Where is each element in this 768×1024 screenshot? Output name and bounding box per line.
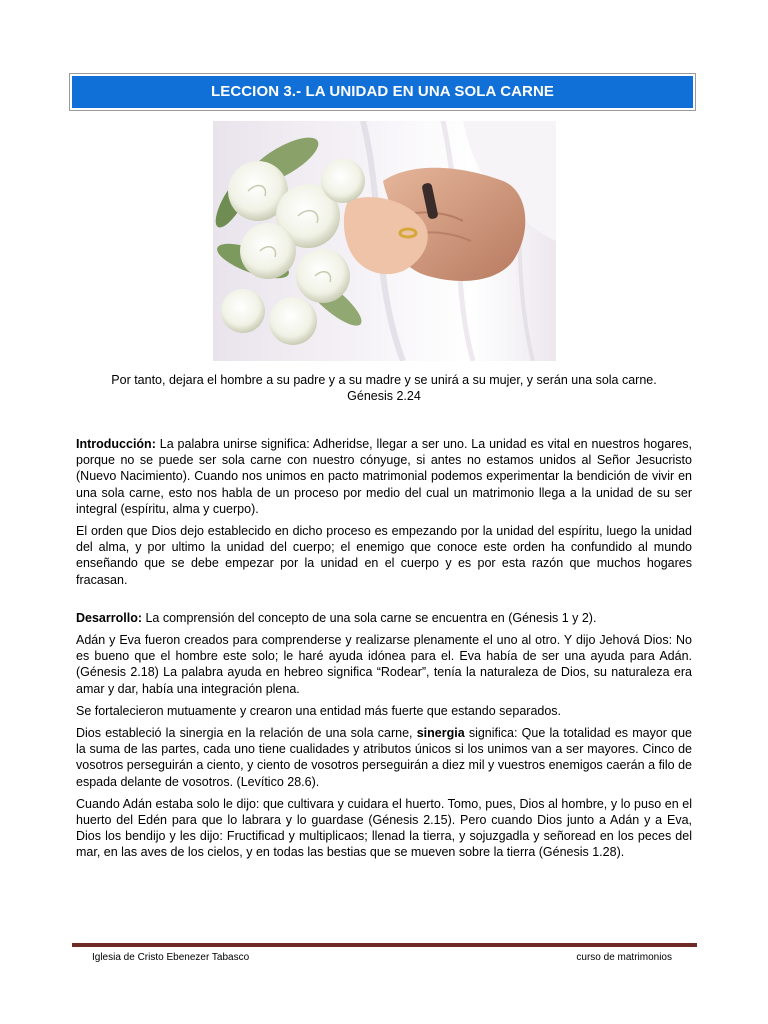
intro-text: La palabra unirse significa: Adheridse, llegar a ser uno. La unidad es vital en nuestros hogares, porque no se puede ser sola carne con nuestro cónyuge, si antes no estamos unidos al Señor Jesucristo (Nuevo Nacimiento). Cuando nos unimos en pacto matrimonial podemos experimentar la bendición de vivir en una sola carne, esto nos habla de un proceso por medio del cual un matrimonio llega a la unidad de su ser integral (espíritu, alma y cuerpo). (76, 437, 692, 516)
footer-course-name: curso de matrimonios (576, 952, 672, 963)
bible-quote (60, 372, 708, 404)
lesson-title-box (69, 73, 696, 111)
desarrollo-paragraph-5: Cuando Adán estaba solo le dijo: que cultivara y cuidara el huerto. Tomo, pues, Dios al hombre, y lo puso en el huerto del Edén para que lo labrara y lo guardase (Génesis 2.15). Pero cuando Dios junto a Adán y a Eva, Dios los bendijo y les dijo: Fructificad y multiplicaos; llenad la tierra, y sojuzgadla y señoread en los peces del mar, en las aves de los cielos, y en todas las bestias que se mueven sobre la tierra (Génesis 1.28). (76, 796, 692, 860)
sinergia-text-after: significa: Que la totalidad es mayor que la suma de las partes, cada uno tiene cualidades y atributos únicos si los unimos van a ser mayores. Cinco de vosotros perseguirán a ciento, y ciento de vosotros perseguirán a diez mil y vuestros enemigos caerán a filo de espada delante de vosotros. (Levítico 28.6). (76, 726, 692, 789)
intro-label: Introducción: (76, 437, 156, 451)
desarrollo-paragraph (76, 610, 692, 626)
lesson-title: LECCION 3.- LA UNIDAD EN UNA SOLA CARNE (72, 76, 693, 108)
wedding-hands-bouquet-photo (213, 121, 556, 361)
desarrollo-label: Desarrollo: (76, 610, 142, 625)
intro-paragraph-2: El orden que Dios dejo establecido en dicho proceso es empezando por la unidad del espíritu, luego la unidad del alma, y por ultimo la unidad del cuerpo; el enemigo que conoce este orden ha confundido al mundo enseñando que se debe empezar por la unidad en el cuerpo y es por esta razón que muchos hogares fracasan. (76, 524, 692, 587)
desarrollo-paragraph-3: Se fortalecieron mutuamente y crearon una entidad más fuerte que estando separados. (76, 703, 562, 718)
sinergia-term: sinergia (416, 726, 465, 741)
desarrollo-text: La comprensión del concepto de una sola carne se encuentra en (Génesis 1 y 2). (142, 610, 597, 625)
desarrollo-paragraph-4 (76, 725, 692, 790)
desarrollo-paragraph-2: Adán y Eva fueron creados para comprenderse y realizarse plenamente el uno al otro. Y dijo Jehová Dios: No es bueno que el hombre este solo; le haré ayuda idónea para el. Eva había de ser una ayuda para Adán. (Génesis 2.18) La palabra ayuda en hebreo significa “Rodear”, tenía la naturaleza de Dios, su naturaleza era amar y dar, había una integración plena. (76, 633, 692, 696)
footer-church-name: Iglesia de Cristo Ebenezer Tabasco (92, 952, 250, 963)
quote-text: Por tanto, dejara el hombre a su padre y a su madre y se unirá a su mujer, y serán una sola carne. (111, 373, 657, 387)
lesson-body (76, 436, 692, 867)
footer-divider (72, 943, 697, 947)
sinergia-text-before: Dios estableció la sinergia en la relación de una sola carne, (76, 726, 417, 741)
quote-reference: Génesis 2.24 (347, 389, 421, 403)
intro-paragraph (76, 436, 692, 517)
